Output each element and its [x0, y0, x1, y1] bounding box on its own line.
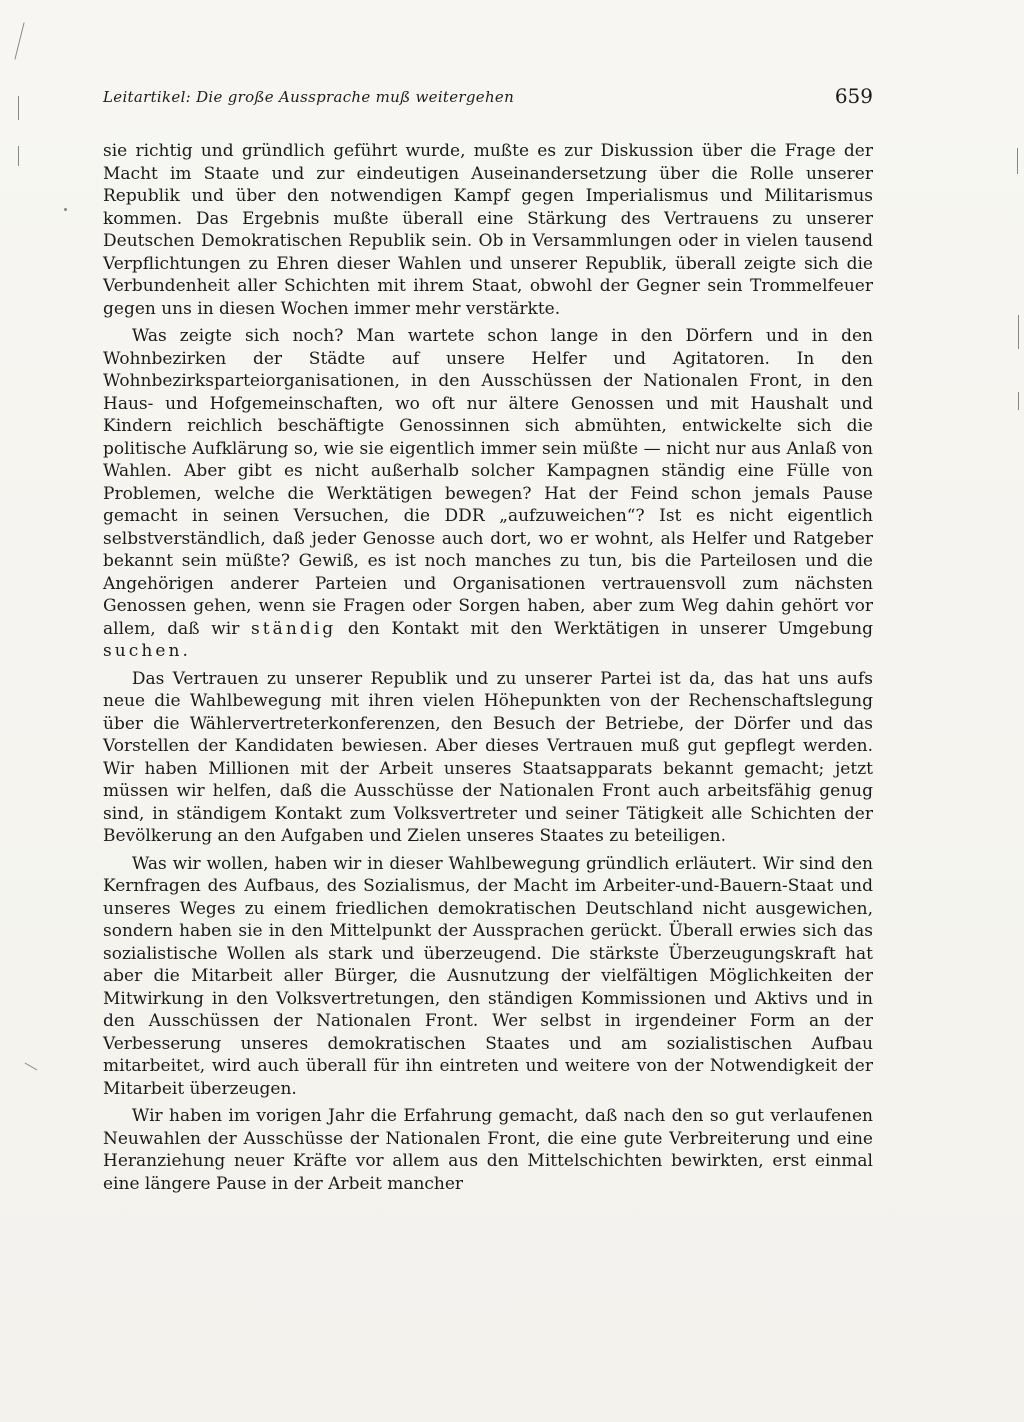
left-margin-mark-2 — [18, 96, 19, 120]
left-margin-mark-4 — [64, 208, 67, 211]
right-margin-mark-2 — [1018, 315, 1019, 349]
paragraph-3: Das Vertrauen zu unserer Republik und zu unserer Partei ist da, das hat uns aufs neue die Wahlbewegung mit ihren vielen Höhepunkten von der Rechenschaftslegung über die Wählervertreterkonferenzen, den Besuch der Betriebe, der Dörfer und das Vorstellen der Kandidaten bewiesen. Aber dieses Vertrauen muß gut gepflegt werden. Wir haben Millionen mit der Arbeit unseres Staatsapparats bekannt gemacht; jetzt müssen wir helfen, daß die Ausschüsse der Nationalen Front auch arbeitsfähig genug sind, in ständigem Kontakt zum Volksvertreter und seiner Tätigkeit alle Schichten der Bevölkerung an den Aufgaben und Zielen unseres Staates zu beteiligen. — [103, 668, 873, 846]
paragraph-2 — [103, 325, 873, 663]
paragraph-2-end: . — [182, 641, 188, 661]
paragraph-2-emphasis-1: ständig — [250, 618, 337, 639]
paragraph-2-main: Was zeigte sich noch? Man wartete schon lange in den Dörfern und in den Wohnbezirken der Städte auf unsere Helfer und Agitatoren. In den Wohnbezirksparteiorganisationen, in den Ausschüssen der Nationalen Front, in den Haus- und Hofgemeinschaften, wo oft nur ältere Genossen und mit Haushalt und Kindern reichlich beschäftigte Genossinnen sich abmühten, entwickelte sich die politische Aufklärung so, wie sie eigentlich immer sein müßte — nicht nur aus Anlaß von Wahlen. Aber gibt es nicht außerhalb solcher Kampagnen ständig eine Fülle von Problemen, welche die Werktätigen bewegen? Hat der Feind schon jemals Pause gemacht in seinen Versuchen, die DDR „aufzuweichen“? Ist es nicht eigentlich selbstverständlich, daß jeder Genosse auch dort, wo er wohnt, als Helfer und Ratgeber bekannt sein müßte? Gewiß, es ist noch manches zu tun, bis die Parteilosen und die Angehörigen anderer Parteien und Organisationen vertrauensvoll zum nächsten Genossen gehen, wenn sie Fragen oder Sorgen haben, aber zum Weg dahin gehört vor allem, daß wir — [103, 326, 873, 639]
left-margin-mark-1 — [14, 22, 24, 59]
paragraph-4: Was wir wollen, haben wir in dieser Wahlbewegung gründlich erläutert. Wir sind den Kernfragen des Aufbaus, des Sozialismus, der Macht im Arbeiter-und-Bauern-Staat und unseres Weges zu einem friedlichen demokratischen Deutschland nicht ausgewichen, sondern haben sie in den Mittelpunkt der Aussprachen gerückt. Überall erwies sich das sozialistische Wollen als stark und überzeugend. Die stärkste Überzeugungskraft hat aber die Mitarbeit aller Bürger, die Ausnutzung der vielfältigen Möglichkeiten der Mitwirkung in den Volksvertretungen, den ständigen Kommissionen und Aktivs und in den Ausschüssen der Nationalen Front. Wer selbst in irgendeiner Form an der Verbesserung unseres demokratischen Staates und am sozialistischen Aufbau mitarbeitet, wird auch überall für ihn eintreten und weitere von der Notwendigkeit der Mitarbeit überzeugen. — [103, 853, 873, 1099]
running-head — [103, 84, 873, 114]
paragraph-1: sie richtig und gründlich geführt wurde, mußte es zur Diskussion über die Frage der Macht im Staate und zur eindeutigen Auseinandersetzung über die Rolle unserer Republik und über den notwendigen Kampf gegen Imperialismus und Militarismus kommen. Das Ergebnis mußte überall eine Stärkung des Vertrauens zu unserer Deutschen Demokratischen Republik sein. Ob in Versammlungen oder in vielen tausend Verpflichtungen zu Ehren dieser Wahlen und unserer Republik, überall zeigte sich die Verbundenheit aller Schichten mit ihrem Staat, obwohl der Gegner sein Trommelfeuer gegen uns in diesen Wochen immer mehr verstärkte. — [103, 141, 873, 319]
page-number: 659 — [834, 84, 873, 108]
paragraph-5: Wir haben im vorigen Jahr die Erfahrung gemacht, daß nach den so gut verlaufenen Neuwahlen der Ausschüsse der Nationalen Front, die eine gute Verbreiterung und eine Heranziehung neuer Kräfte vor allem aus den Mittelschichten bewirkten, erst einmal eine längere Pause in der Arbeit mancher — [103, 1106, 873, 1194]
paragraph-2-emphasis-2: suchen — [103, 641, 183, 661]
left-margin-mark-5 — [25, 1063, 38, 1071]
article-body — [103, 140, 873, 1200]
running-title: Leitartikel: Die große Aussprache muß weitergehen — [103, 88, 515, 106]
right-margin-mark-1 — [1017, 148, 1018, 174]
paragraph-2-between: den Kontakt mit den Werktätigen in unserer Umgebung — [336, 618, 873, 639]
right-margin-mark-3 — [1018, 392, 1019, 410]
left-margin-mark-3 — [18, 146, 19, 166]
